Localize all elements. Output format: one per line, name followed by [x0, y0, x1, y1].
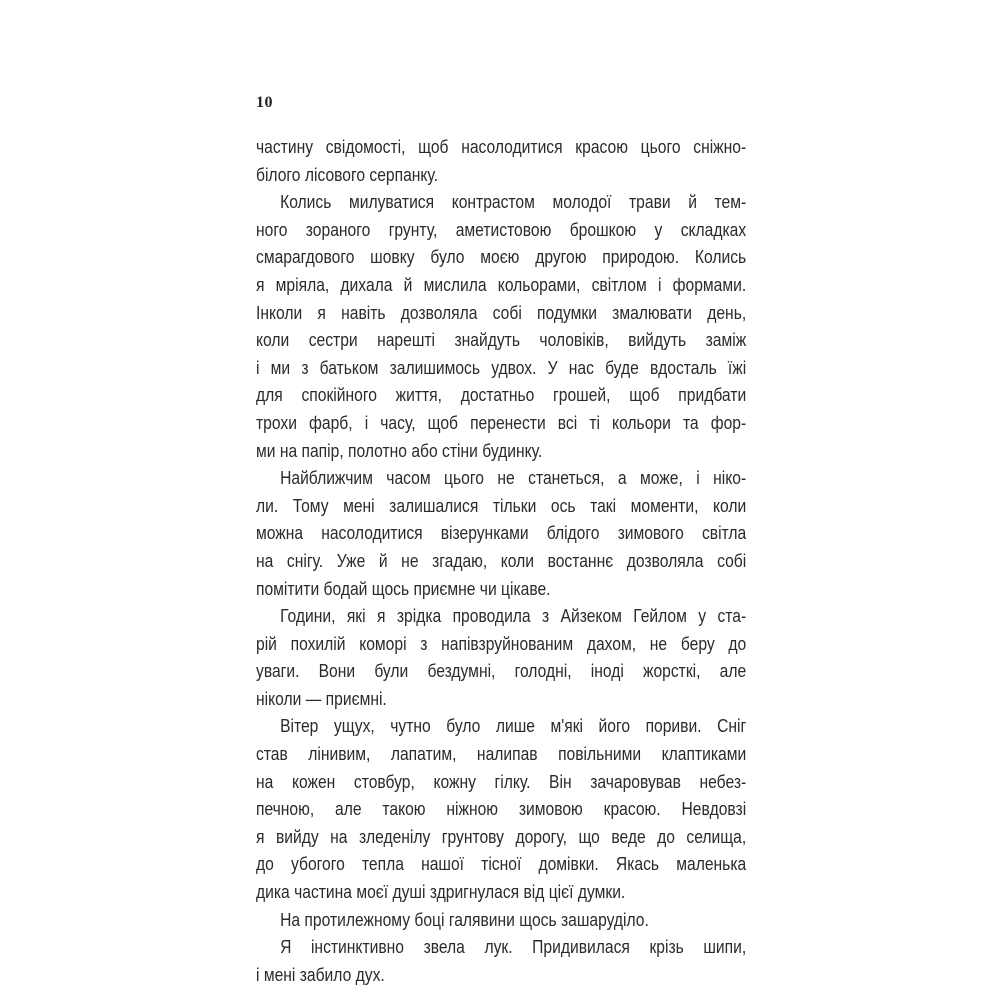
text-line: Колись милуватися контрастом молодої трави й тем-: [280, 192, 747, 213]
text-line: Я інстинктивно звела лук. Придивилася крізь шипи,: [280, 937, 747, 958]
text-line: уваги. Вони були бездумні, голодні, іноді жорсткі, але: [256, 661, 747, 682]
text-line: і мені забило дух.: [256, 964, 385, 985]
page-number: 10: [256, 94, 273, 111]
paragraph: [256, 134, 746, 189]
text-line: ніколи — приємні.: [256, 688, 387, 709]
text-line: Інколи я навіть дозволяла собі подумки змалювати день,: [256, 302, 747, 323]
paragraph: [256, 603, 746, 713]
text-line: трохи фарб, і часу, щоб перенести всі ті кольори та фор-: [256, 412, 747, 433]
paragraph: [256, 465, 746, 603]
text-line: я вийду на зледенілу грунтову дорогу, що веде до селища,: [256, 826, 747, 847]
text-line: на кожен стовбур, кожну гілку. Він зачаровував небез-: [256, 771, 747, 792]
body-text-inner: [256, 134, 746, 989]
text-line: дика частина моєї душі здригнулася від цієї думки.: [256, 882, 626, 903]
text-line: я мріяла, дихала й мислила кольорами, світлом і формами.: [256, 274, 747, 295]
paragraph: [256, 189, 746, 465]
text-line: і ми з батьком залишимось удвох. У нас буде вдосталь їжі: [256, 357, 747, 378]
body-text: [256, 134, 747, 989]
paragraph: [256, 713, 746, 906]
paragraph: [256, 934, 746, 989]
text-line: ми на папір, полотно або стіни будинку.: [256, 440, 543, 461]
text-line: на снігу. Уже й не згадаю, коли востаннє дозволяла собі: [256, 550, 747, 571]
text-line: печною, але такою ніжною зимовою красою. Невдовзі: [256, 799, 747, 820]
text-line: став лінивим, лапатим, налипав повільними клаптиками: [256, 744, 747, 765]
text-line: рій похилій коморі з напівзруйнованим дахом, не беру до: [256, 633, 747, 654]
text-line: ного зораного грунту, аметистовою брошкою у складках: [256, 219, 747, 240]
text-line: ли. Тому мені залишалися тільки ось такі моменти, коли: [256, 495, 747, 516]
text-line: помітити бодай щось приємне чи цікаве.: [256, 578, 551, 599]
text-line: для спокійного життя, достатньо грошей, щоб придбати: [256, 385, 747, 406]
text-line: коли сестри нарешті знайдуть чоловіків, вийдуть заміж: [256, 330, 747, 351]
text-line: білого лісового серпанку.: [256, 164, 439, 185]
text-line: Години, які я зрідка проводила з Айзеком Гейлом у ста-: [280, 606, 747, 627]
text-line: Вітер ущух, чутно було лише м'які його пориви. Сніг: [280, 716, 747, 737]
text-line: можна насолодитися візерунками блідого зимового світла: [256, 523, 747, 544]
text-line: На протилежному боці галявини щось зашаруділо.: [280, 909, 649, 930]
paragraph: [256, 907, 746, 935]
text-line: смарагдового шовку було моєю другою природою. Колись: [256, 247, 747, 268]
text-line: Найближчим часом цього не станеться, а може, і ніко-: [280, 468, 747, 489]
text-line: частину свідомості, щоб насолодитися красою цього сніжно-: [256, 137, 747, 157]
text-line: до убогого тепла нашої тісної домівки. Якась маленька: [256, 854, 747, 875]
